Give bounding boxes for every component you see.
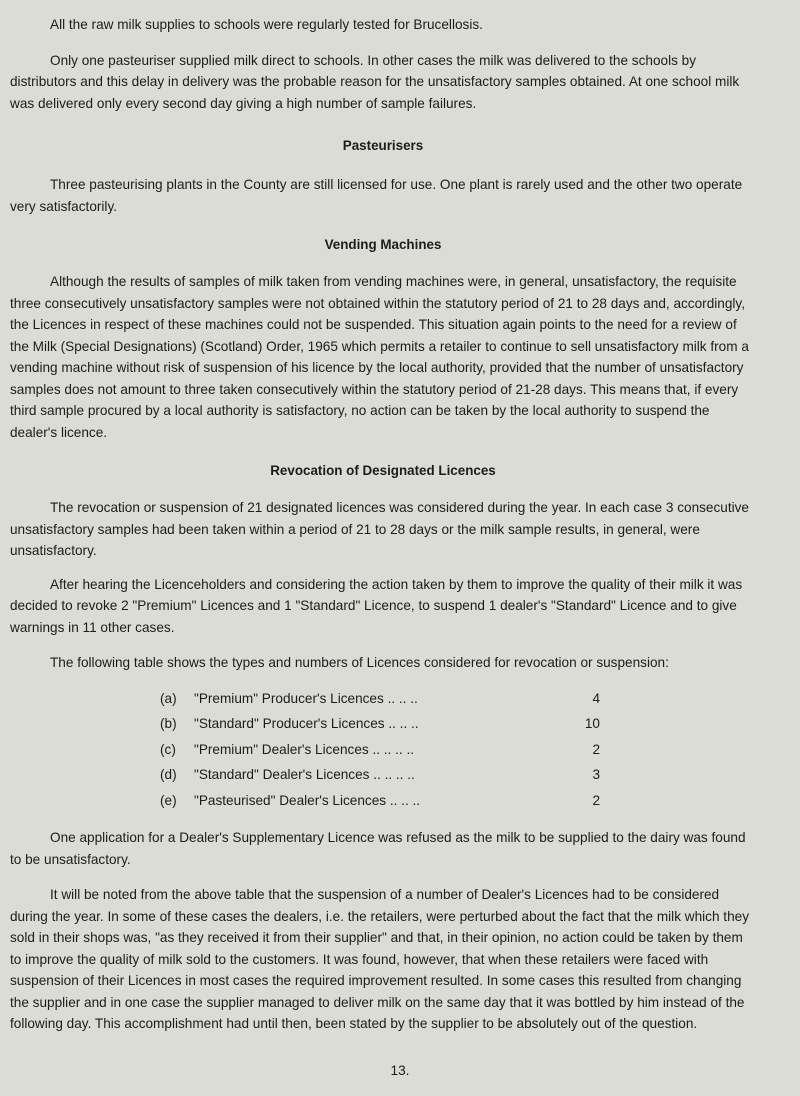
licence-table: [160, 686, 600, 814]
paragraph-brucellosis: All the raw milk supplies to schools were regularly tested for Brucellosis.: [50, 17, 483, 32]
paragraph-supplementary: One application for a Dealer's Supplementary Licence was refused as the milk to be supplied to the dairy was found to be unsatisfactory.: [10, 830, 746, 867]
table-row: [160, 762, 600, 788]
heading-pasteurisers: Pasteurisers: [342, 138, 424, 153]
table-row: [160, 686, 600, 712]
row-count: 3: [592, 767, 600, 782]
table-row: [160, 711, 600, 737]
heading-revocation: Revocation of Designated Licences: [270, 463, 496, 478]
page-number: 13.: [390, 1063, 410, 1078]
row-code: (d): [160, 767, 177, 782]
heading-vending-machines: Vending Machines: [324, 237, 442, 252]
row-code: (c): [160, 741, 176, 757]
paragraph-pasteuriser-supply: Only one pasteuriser supplied milk direct to schools. In other cases the milk was delivered to the schools by distributors and this delay in delivery was the probable reason for the unsatisfactory samples obtained. At one school milk was delivered only every second day giving a high number of sample failures.: [10, 52, 740, 111]
row-label: "Premium" Producer's Licences .. .. ..: [194, 690, 418, 706]
table-row: [160, 737, 600, 763]
row-label: "Premium" Dealer's Licences .. .. .. ..: [194, 741, 414, 757]
paragraph-table-intro: The following table shows the types and numbers of Licences considered for revocation or suspension:: [50, 655, 669, 670]
row-label: "Pasteurised" Dealer's Licences .. .. ..: [194, 792, 421, 808]
paragraph-vending-machines: Although the results of samples of milk taken from vending machines were, in general, unsatisfactory, the requisite three consecutively unsatisfactory samples were not obtained within the statutory period of 21 to 28 days and, accordingly, the Licences in respect of these machines could not be suspended. This situation again points to the need for a review of the Milk (Special Designations) (Scotland) Order, 1965 which permits a retailer to continue to sell unsatisfactory milk from a vending machine without risk of suspension of his licence by the local authority, provided that the number of unsatisfactory samples does not amount to three taken consecutively within the statutory period of 21-28 days. This means that, if every third sample procured by a local authority is satisfactory, no action can be taken by the local authority to suspend the dealer's licence.: [10, 274, 749, 440]
row-count: 4: [592, 690, 600, 706]
row-count: 10: [584, 716, 600, 731]
paragraph-revocation-2: After hearing the Licenceholders and considering the action taken by them to improve the quality of their milk it was decided to revoke 2 "Premium" Licences and 1 "Standard" Licence, to suspend 1 dealer's "Standard" Licence and to give warnings in 11 other cases.: [10, 576, 743, 635]
row-code: (e): [160, 792, 177, 808]
row-label: "Standard" Dealer's Licences .. .. .. ..: [194, 767, 415, 782]
paragraph-pasteurisers: Three pasteurising plants in the County are still licensed for use. One plant is rarely used and the other two operate very satisfactorily.: [10, 177, 743, 214]
row-count: 2: [592, 741, 600, 757]
row-code: (a): [160, 690, 177, 706]
paragraph-revocation-1: The revocation or suspension of 21 designated licences was considered during the year. In each case 3 consecutive unsatisfactory samples had been taken within a period of 21 to 28 days or the milk sample results, in general, were unsatisfactory.: [10, 500, 749, 558]
row-count: 2: [592, 792, 600, 808]
row-label: "Standard" Producer's Licences .. .. ..: [194, 716, 419, 731]
row-code: (b): [160, 716, 177, 731]
paragraph-noted: It will be noted from the above table that the suspension of a number of Dealer's Licences had to be considered during the year. In some of these cases the dealers, i.e. the retailers, were perturbed about the fact that the milk which they sold in their shops was, "as they received it from their supplier" and that, in their opinion, no action could be taken by them to improve the quality of milk sold to the customers. It was found, however, that when these retailers were faced with suspension of their Licences in most cases the required improvement resulted. In some cases this resulted from changing the supplier and in one case the supplier managed to deliver milk on the same day that it was bottled by him instead of the following day. This accomplishment had until then, been stated by the supplier to be absolutely out of the question.: [10, 887, 750, 1031]
table-row: [160, 788, 600, 814]
